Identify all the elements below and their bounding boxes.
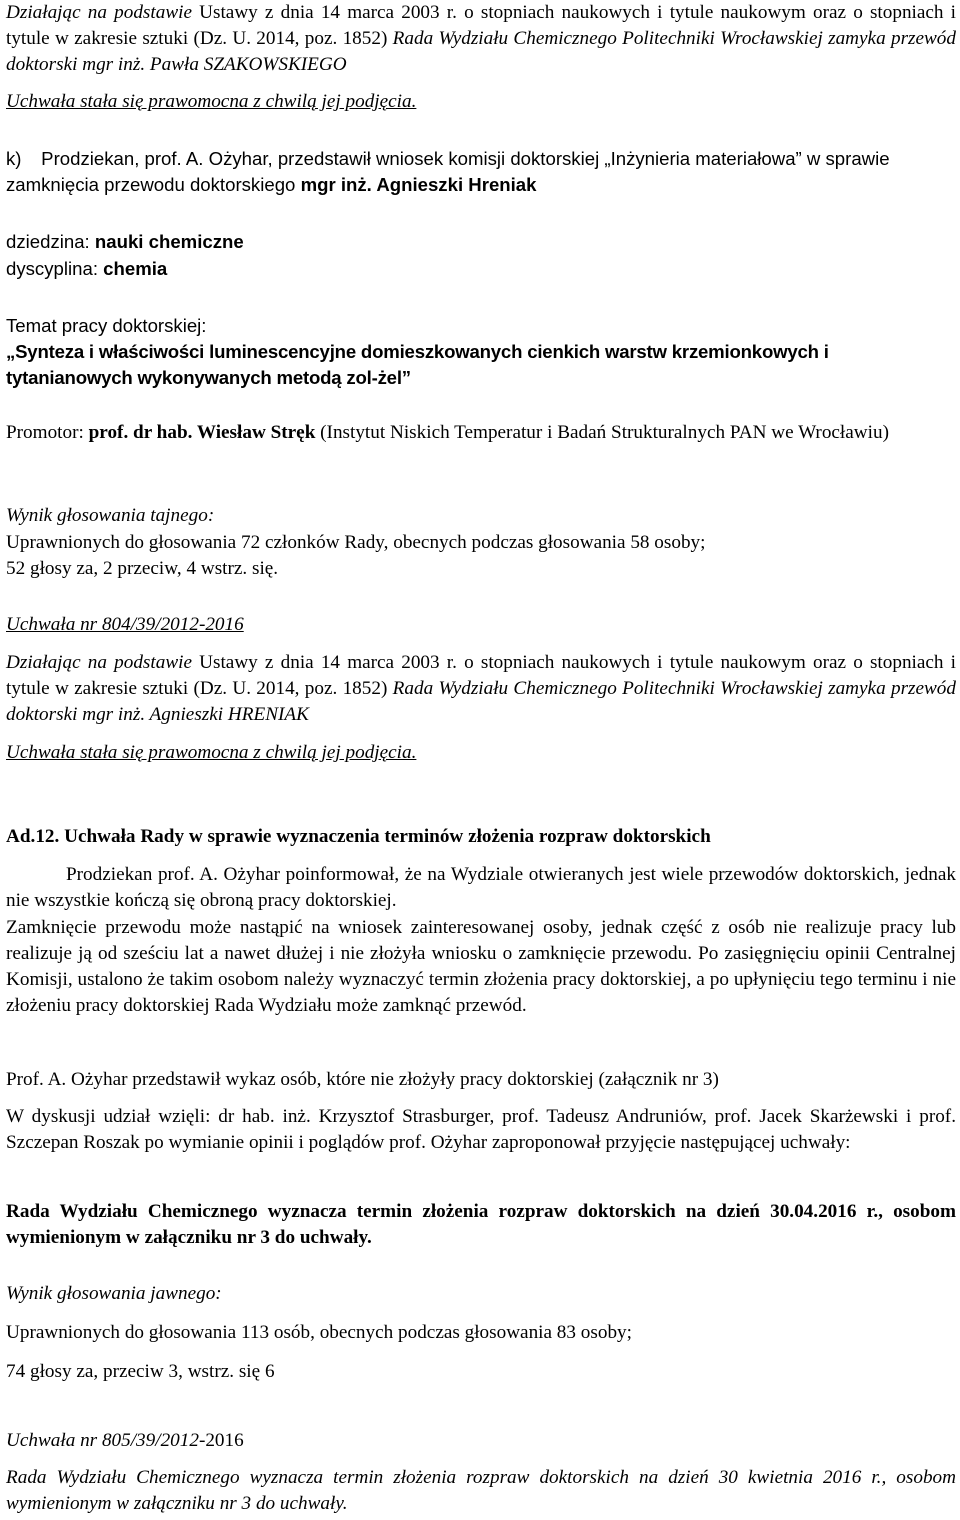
domain-value: nauki chemiczne (94, 231, 244, 252)
discipline-value: chemia (103, 258, 168, 279)
promoter-name: prof. dr hab. Wiesław Stręk (88, 422, 316, 443)
item-k-candidate: mgr inż. Agnieszki Hreniak (300, 174, 537, 195)
res805-number-tail: -2016 (198, 1430, 244, 1451)
discipline-label: dyscyplina: (6, 258, 104, 279)
ad12-paragraph-1: Prodziekan prof. A. Ożyhar poinformował, że na Wydziale otwieranych jest wiele przewodów doktorskich, jednak nie wszystkie kończą się obroną pracy doktorskiej. (6, 864, 956, 911)
res804-act: Ustawy z dnia 14 marca 2003 r. o stopniach naukowych i tytule naukowym oraz o stopniach i tytule w zakresie sztuki (Dz. U. 2014, poz. 1852) (6, 652, 956, 699)
open-vote-heading: Wynik głosowania jawnego: (6, 1283, 222, 1304)
resolution-804-number: Uchwała nr 804/39/2012-2016 (6, 614, 244, 635)
resolution-804-text (6, 650, 956, 728)
res805-number-italic: Uchwała nr 805/39/2012 (6, 1430, 199, 1451)
promoter-affiliation: (Instytut Niskich Temperatur i Badań Strukturalnych PAN we Wrocławiu) (315, 422, 889, 443)
promoter-label: Promotor: (6, 422, 89, 443)
secret-vote-heading: Wynik głosowania tajnego: (6, 505, 215, 526)
item-k-discipline (6, 256, 956, 282)
secret-vote-line-2: 52 głosy za, 2 przeciw, 4 wstrz. się. (6, 558, 279, 579)
resolution-805-text: Rada Wydziału Chemicznego wyznacza termin złożenia rozpraw doktorskich na dzień 30 kwietnia 2016 r., osobom wymienionym w załączniku nr 3 do uchwały. (6, 1467, 956, 1514)
top-intro: Działając na podstawie (6, 2, 192, 23)
ad12-paragraph-4: W dyskusji udział wzięli: dr hab. inż. Krzysztof Strasburger, prof. Tadeusz Andruniów, prof. Jacek Skarżewski i prof. Szczepan Roszak po wymianie opinii i poglądów prof. Ożyhar zaproponował przyjęcie następującej uchwały: (6, 1106, 956, 1153)
topic-label: Temat pracy doktorskiej: (6, 315, 207, 336)
item-k-intro (6, 146, 956, 198)
ad12-decision: Rada Wydziału Chemicznego wyznacza termin złożenia rozpraw doktorskich na dzień 30.04.2016 r., osobom wymienionym w załączniku nr 3 do uchwały. (6, 1201, 956, 1248)
item-k-domain (6, 229, 956, 255)
secret-vote-line-1: Uprawnionych do głosowania 72 członków Rady, obecnych podczas głosowania 58 osoby; (6, 532, 706, 553)
ad12-heading: Ad.12. Uchwała Rady w sprawie wyznaczenia terminów złożenia rozpraw doktorskich (6, 826, 711, 847)
top-act: Ustawy z dnia 14 marca 2003 r. o stopniach naukowych i tytule naukowym oraz o stopniach i tytule w zakresie sztuki (Dz. U. 2014, poz. 1852) (6, 2, 956, 49)
resolution-804-validity: Uchwała stała się prawomocna z chwilą jej podjęcia. (6, 742, 417, 763)
promoter-line (6, 420, 956, 446)
top-closing: Rada Wydziału Chemicznego Politechniki Wrocławskiej zamyka przewód doktorski mgr inż. Pawła SZAKOWSKIEGO (6, 28, 956, 75)
open-vote-line-1: Uprawnionych do głosowania 113 osób, obecnych podczas głosowania 83 osoby; (6, 1322, 632, 1343)
item-k-lead: Prodziekan, prof. A. Ożyhar, przedstawił wniosek komisji doktorskiej „Inżynieria materiałowa” w sprawie zamknięcia przewodu doktorskiego (6, 148, 890, 195)
res804-closing: Rada Wydziału Chemicznego Politechniki Wrocławskiej zamyka przewód doktorski mgr inż. Agnieszki HRENIAK (6, 678, 956, 725)
topic-title: „Synteza i właściwości luminescencyjne domieszkowanych cienkich warstw krzemionkowych i tytanianowych wykonywanych metodą zol-żel” (6, 341, 829, 388)
ad12-paragraph-2: Zamknięcie przewodu może nastąpić na wniosek zainteresowanej osoby, jednak część z osób nie realizuje pracy lub realizuje ją od sześciu lat a nawet dłużej i nie złożyła wniosku o zamknięcie przewodu. Po zasięgnięciu opinii Centralnej Komisji, ustalono że takim osobom należy wyznaczyć termin złożenia pracy doktorskiej, a po upłynięciu tego terminu i nie złożeniu pracy doktorskiej Rada Wydziału może zamknąć przewód. (6, 917, 956, 1016)
resolution-805-number (6, 1428, 956, 1454)
top-resolution-paragraph (6, 0, 956, 78)
domain-label: dziedzina: (6, 231, 95, 252)
res804-intro: Działając na podstawie (6, 652, 192, 673)
top-validity: Uchwała stała się prawomocna z chwilą jej podjęcia. (6, 91, 417, 112)
item-k-marker: k) (6, 148, 22, 169)
ad12-paragraph-3: Prof. A. Ożyhar przedstawił wykaz osób, które nie złożyły pracy doktorskiej (załącznik nr 3) (6, 1069, 719, 1090)
open-vote-line-2: 74 głosy za, przeciw 3, wstrz. się 6 (6, 1361, 275, 1382)
